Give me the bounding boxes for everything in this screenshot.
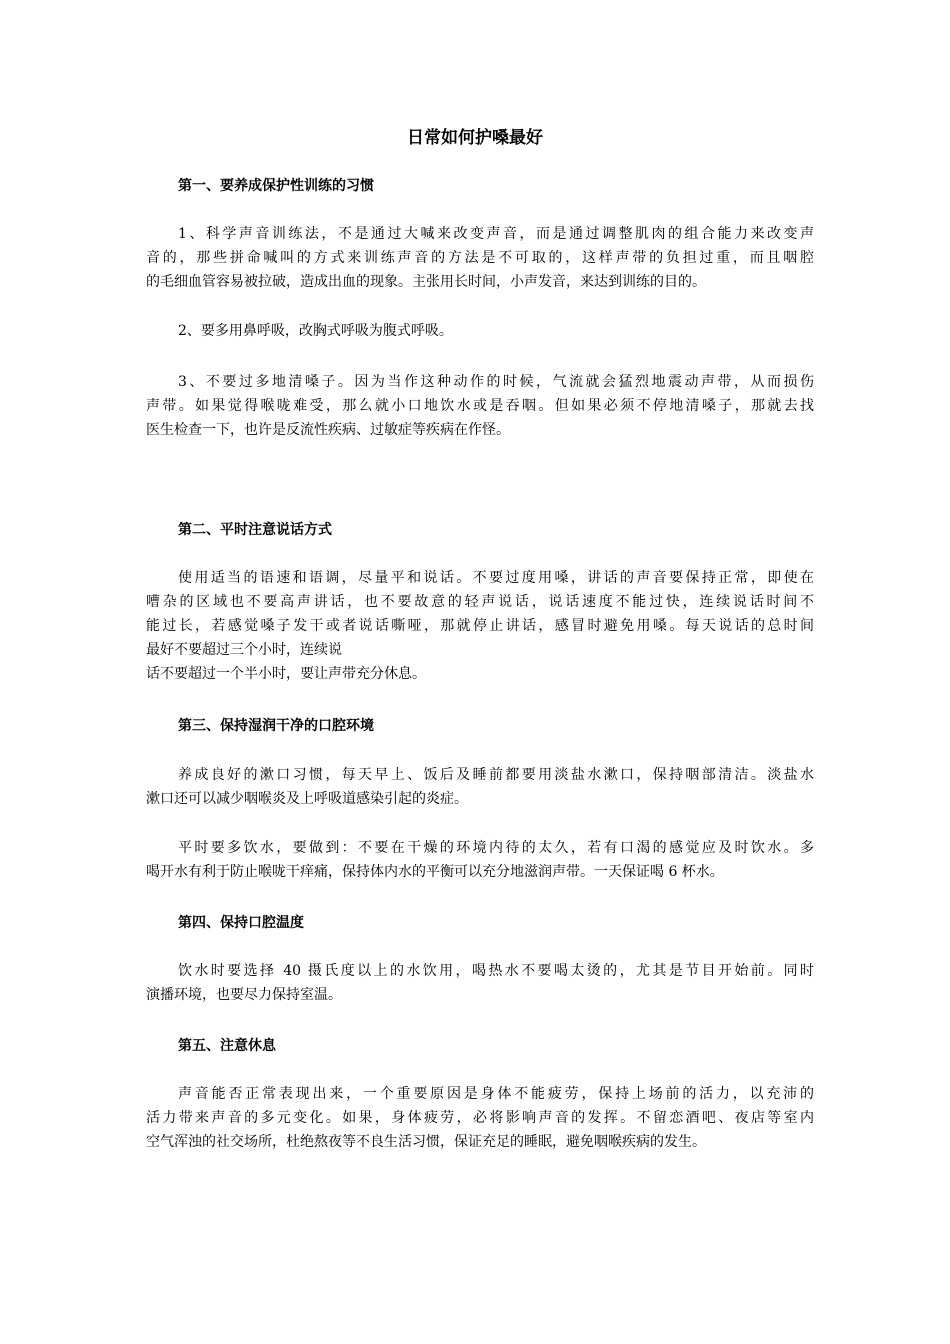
text-line: 喝开水有利于防止喉咙干痒痛，保持体内水的平衡可以充分地滋润声带。一天保证喝 6 杯水。 xyxy=(146,864,724,880)
section-4-paragraph-1 xyxy=(146,959,814,1007)
section-3-paragraph-1 xyxy=(146,763,814,811)
section-1-paragraph-2 xyxy=(146,319,814,343)
text-line: 能过长，若感觉嗓子发干或者说话嘶哑，那就停止讲话，感冒时避免用嗓。每天说话的总时间 xyxy=(146,618,814,634)
text-line: 1、科学声音训练法，不是通过大喊来改变声音，而是通过调整肌肉的组合能力来改变声 xyxy=(178,226,814,242)
section-4-heading: 第四、保持口腔温度 xyxy=(178,915,304,931)
text-line: 医生检查一下，也许是反流性疾病、过敏症等疾病在作怪。 xyxy=(146,422,510,438)
section-5-heading: 第五、注意休息 xyxy=(178,1038,276,1054)
text-line: 空气浑浊的社交场所，杜绝熬夜等不良生活习惯，保证充足的睡眠，避免咽喉疾病的发生。 xyxy=(146,1134,706,1150)
section-2-heading: 第二、平时注意说话方式 xyxy=(178,522,332,538)
text-line: 声带。如果觉得喉咙难受，那么就小口地饮水或是吞咽。但如果必须不停地清嗓子，那就去找 xyxy=(146,398,814,414)
section-3-heading: 第三、保持湿润干净的口腔环境 xyxy=(178,718,374,734)
text-line: 养成良好的漱口习惯，每天早上、饭后及睡前都要用淡盐水漱口，保持咽部清洁。淡盐水 xyxy=(178,767,814,783)
section-1-heading: 第一、要养成保护性训练的习惯 xyxy=(178,178,374,194)
document-title: 日常如何护嗓最好 xyxy=(407,128,543,148)
section-5-paragraph-1 xyxy=(146,1082,814,1154)
section-3-paragraph-2 xyxy=(146,836,814,884)
text-line: 平时要多饮水，要做到：不要在干燥的环境内待的太久，若有口渴的感觉应及时饮水。多 xyxy=(178,840,814,856)
text-line: 3、不要过多地清嗓子。因为当作这种动作的时候，气流就会猛烈地震动声带，从而损伤 xyxy=(178,374,814,390)
text-line: 话不要超过一个半小时，要让声带充分休息。 xyxy=(146,666,426,682)
text-line: 演播环境，也要尽力保持室温。 xyxy=(146,987,342,1003)
text-line: 2、要多用鼻呼吸，改胸式呼吸为腹式呼吸。 xyxy=(178,323,453,339)
text-line: 音的，那些拼命喊叫的方式来训练声音的方法是不可取的，这样声带的负担过重，而且咽腔 xyxy=(146,250,814,266)
section-1-paragraph-1 xyxy=(146,222,814,294)
section-1-paragraph-3 xyxy=(146,370,814,442)
text-line: 饮水时要选择 40 摄氏度以上的水饮用，喝热水不要喝太烫的，尤其是节目开始前。同时 xyxy=(178,963,814,979)
text-line: 使用适当的语速和语调，尽量平和说话。不要过度用嗓，讲话的声音要保持正常，即使在 xyxy=(178,570,814,586)
text-line: 的毛细血管容易被拉破，造成出血的现象。主张用长时间，小声发音，来达到训练的目的。 xyxy=(146,274,706,290)
text-line: 漱口还可以减少咽喉炎及上呼吸道感染引起的炎症。 xyxy=(146,791,468,807)
text-line: 最好不要超过三个小时，连续说 xyxy=(146,642,342,658)
text-line: 声音能否正常表现出来，一个重要原因是身体不能疲劳，保持上场前的活力，以充沛的 xyxy=(178,1086,814,1102)
text-line: 活力带来声音的多元变化。如果，身体疲劳，必将影响声音的发挥。不留恋酒吧、夜店等室内 xyxy=(146,1110,814,1126)
section-2-paragraph-1 xyxy=(146,566,814,686)
text-line: 嘈杂的区域也不要高声讲话，也不要故意的轻声说话，说话速度不能过快，连续说话时间不 xyxy=(146,594,814,610)
